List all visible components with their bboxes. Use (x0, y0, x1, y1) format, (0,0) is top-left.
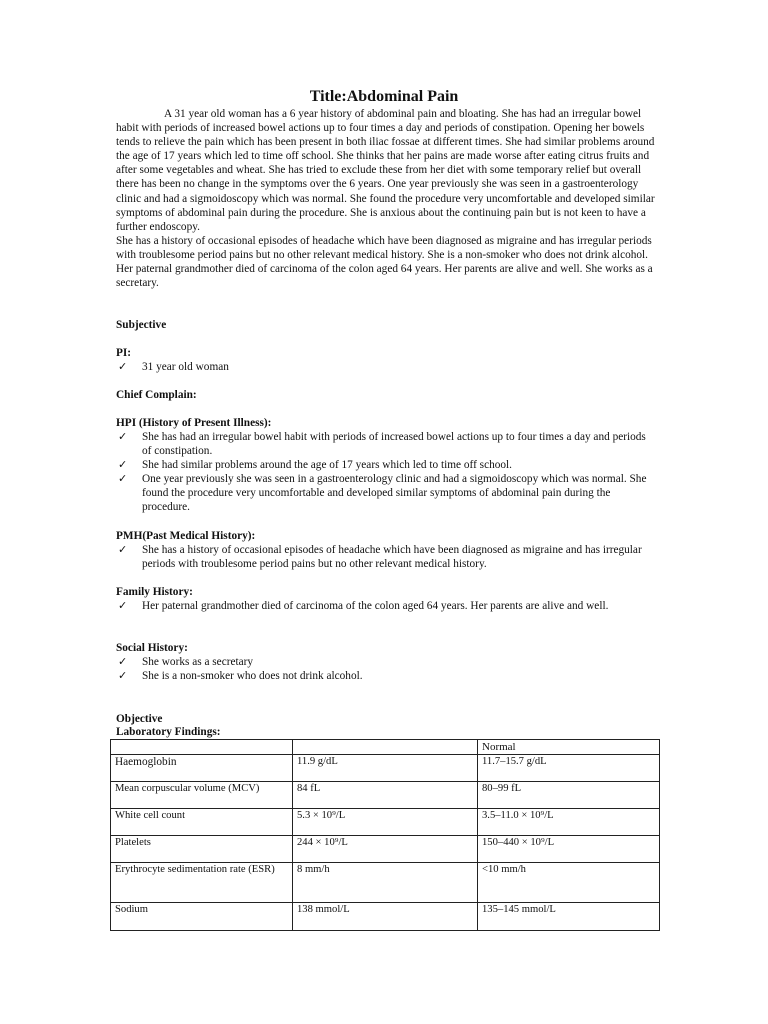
table-cell: 135–145 mmol/L (478, 903, 660, 931)
social-item-text: She works as a secretary (142, 656, 254, 668)
table-cell: 244 × 10⁹/L (293, 836, 478, 863)
table-cell: 11.7–15.7 g/dL (478, 755, 660, 782)
hpi-item-text: She had similar problems around the age of 17 years which led to time off school. (142, 459, 512, 472)
table-row (111, 863, 660, 903)
pi-heading: PI: (116, 347, 132, 359)
hpi-heading: HPI (History of Present Illness): (116, 417, 272, 429)
checkmark-icon: ✓ (118, 670, 128, 683)
list-item (116, 669, 656, 683)
table-cell: Erythrocyte sedimentation rate (ESR) (111, 863, 293, 903)
family-history-list (116, 599, 656, 613)
social-history-heading: Social History: (116, 642, 188, 654)
checkmark-icon: ✓ (118, 431, 128, 443)
table-row (111, 755, 660, 782)
hpi-list (116, 430, 656, 515)
table-cell: 8 mm/h (293, 863, 478, 903)
list-item (116, 472, 656, 514)
case-paragraph-2: She has a history of occasional episodes of headache which have been diagnosed as migraine and has irregular periods with troublesome period pains but no other relevant medical history. She is a non-smoker who does not drink alcohol. Her paternal grandmother died of carcinoma of the colon aged 64 years. Her parents are alive and well. She works as a secretary. (116, 234, 653, 290)
family-item-text: Her paternal grandmother died of carcinoma of the colon aged 64 years. Her parents are alive and well. (142, 600, 609, 612)
objective-heading: Objective (116, 713, 163, 725)
hpi-item-text: She has had an irregular bowel habit with periods of increased bowel actions up to four times a day and periods of constipation. (142, 431, 646, 458)
pmh-item-text: She has a history of occasional episodes of headache which have been diagnosed as migraine and has irregular periods with troublesome period pains but no other relevant medical history. (142, 544, 642, 571)
table-cell: 138 mmol/L (293, 903, 478, 931)
table-cell: Haemoglobin (111, 755, 293, 782)
checkmark-icon: ✓ (118, 459, 128, 472)
table-cell: 5.3 × 10⁹/L (293, 809, 478, 836)
checkmark-icon: ✓ (118, 656, 128, 668)
pi-list (116, 360, 656, 374)
pmh-list (116, 543, 656, 571)
table-cell: Mean corpuscular volume (MCV) (111, 782, 293, 809)
table-cell: 84 fL (293, 782, 478, 809)
case-paragraph-1: A 31 year old woman has a 6 year history of abdominal pain and bloating. She has had an irregular bowel habit with periods of increased bowel actions up to four times a day and periods of constipation. Opening her bowels tends to relieve the pain which has been present in both iliac fossae at different times. She had similar problems around the age of 17 years which led to time off school. She thinks that her pains are made worse after eating citrus fruits and after some vegetables and wheat. She has tried to exclude these from her diet with some temporary relief but overall there has been no change in the symptoms over the 6 years. One year previously she was seen in a gastroenterology clinic and had a sigmoidoscopy which was normal. She found the procedure very uncomfortable and developed similar symptoms of abdominal pain during the procedure. She is anxious about the continuing pain but is not keen to have a further endoscopy. (116, 108, 655, 233)
subjective-heading: Subjective (116, 319, 167, 331)
pmh-heading: PMH(Past Medical History): (116, 530, 256, 542)
table-cell: 3.5–11.0 × 10⁹/L (478, 809, 660, 836)
table-cell: 150–440 × 10⁹/L (478, 836, 660, 863)
table-header-cell (293, 740, 478, 755)
table-cell: 80–99 fL (478, 782, 660, 809)
lab-findings-heading: Laboratory Findings: (116, 726, 221, 738)
document-title: Title:Abdominal Pain (309, 88, 459, 105)
hpi-item-text: One year previously she was seen in a gastroenterology clinic and had a sigmoidoscopy which was normal. She found the procedure very uncomfortable and developed similar symptoms of abdominal pain during the procedure. (142, 473, 647, 514)
pi-item-text: 31 year old woman (142, 361, 229, 373)
checkmark-icon: ✓ (118, 473, 128, 486)
chief-complaint-heading: Chief Complain: (116, 389, 197, 401)
table-row (111, 809, 660, 836)
list-item (116, 599, 656, 613)
table-row (111, 782, 660, 809)
family-history-heading: Family History: (116, 586, 193, 598)
list-item (116, 655, 656, 669)
table-cell: Platelets (111, 836, 293, 863)
list-item (116, 430, 656, 458)
table-header-cell (111, 740, 293, 755)
table-cell: <10 mm/h (478, 863, 660, 903)
checkmark-icon: ✓ (118, 544, 128, 556)
table-row (111, 836, 660, 863)
table-cell: Sodium (111, 903, 293, 931)
list-item (116, 458, 656, 472)
social-history-list (116, 655, 656, 683)
table-row (111, 903, 660, 931)
table-cell: 11.9 g/dL (293, 755, 478, 782)
lab-findings-table (110, 739, 660, 931)
social-item-text: She is a non-smoker who does not drink alcohol. (142, 670, 363, 683)
list-item (116, 360, 656, 374)
case-description (116, 107, 656, 290)
checkmark-icon: ✓ (118, 600, 128, 612)
table-header-row (111, 740, 660, 755)
list-item (116, 543, 656, 571)
table-header-cell: Normal (478, 740, 660, 755)
table-cell: White cell count (111, 809, 293, 836)
checkmark-icon: ✓ (118, 361, 128, 373)
